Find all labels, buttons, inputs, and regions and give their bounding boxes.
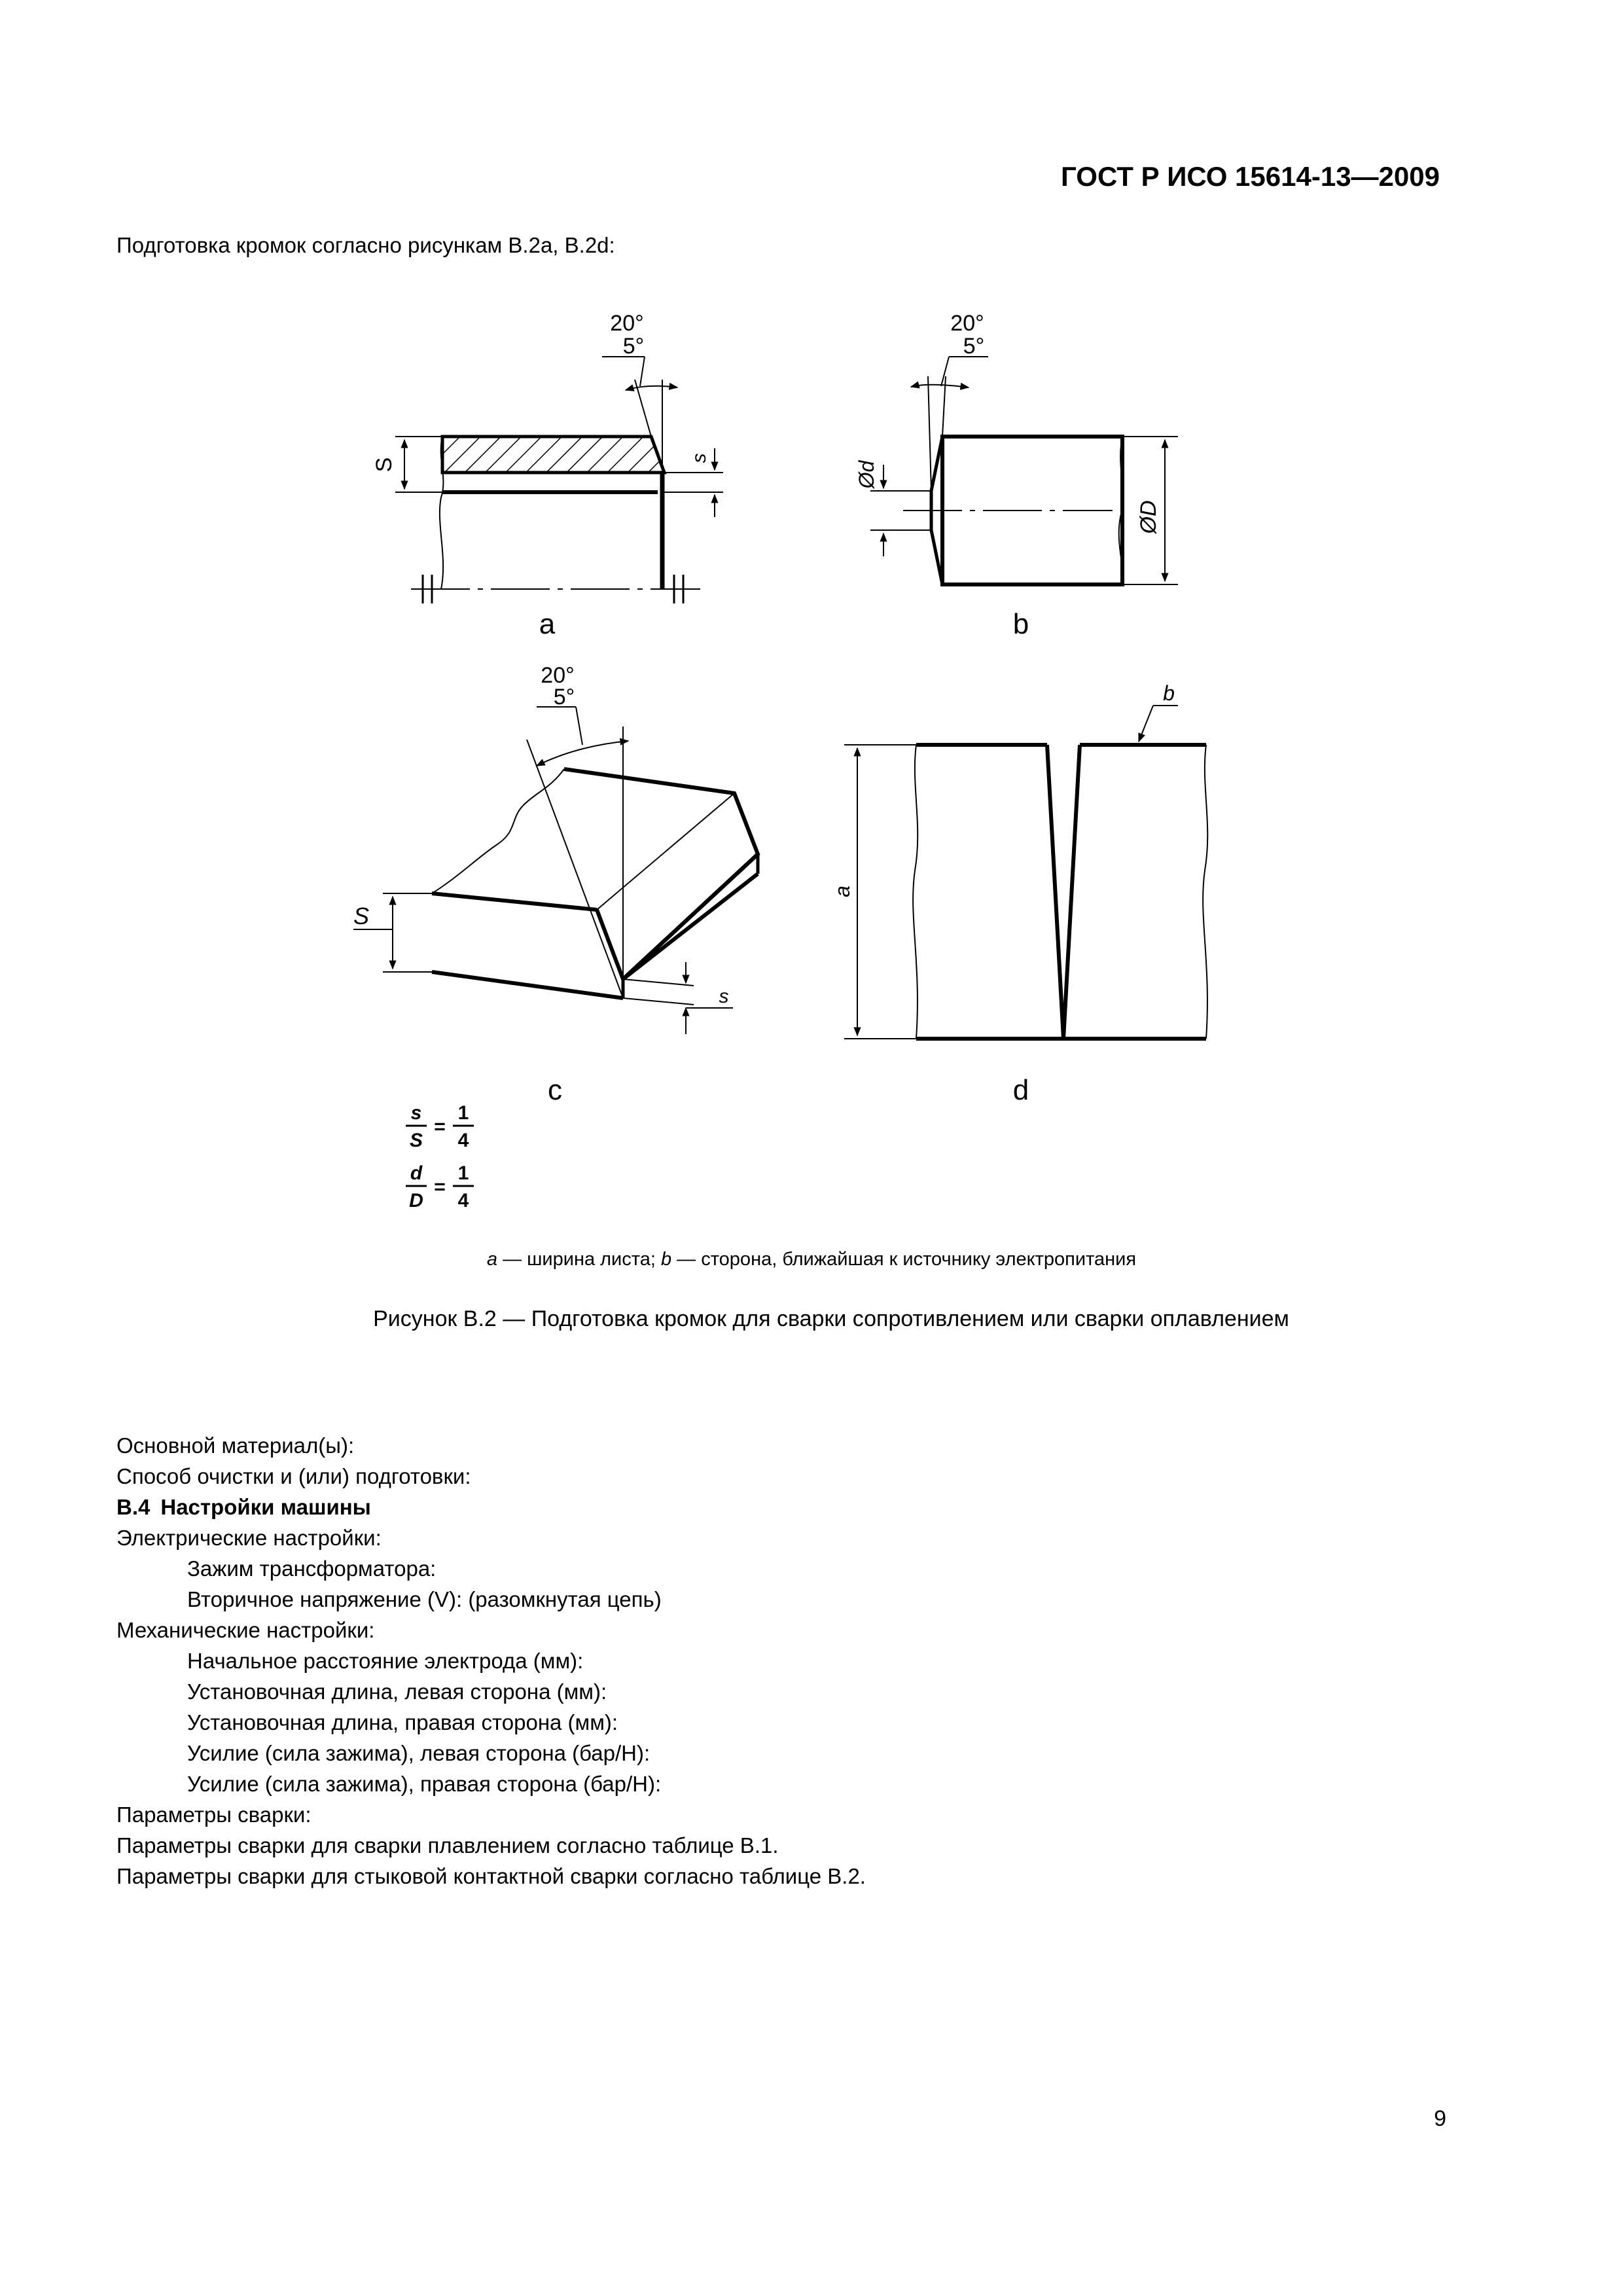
legend-a-text: — ширина листа; <box>497 1249 661 1270</box>
panel-b-dim-D: ØD <box>1136 500 1161 534</box>
figure-caption: Рисунок B.2 — Подготовка кромок для сварки сопротивлением или сварки оплавлением <box>373 1306 1289 1331</box>
body-line-indented: Усилие (сила зажима), правая сторона (бар/Н): <box>187 1772 662 1796</box>
panel-d-label: d <box>1012 1074 1029 1106</box>
document-id: ГОСТ Р ИСО 15614-13—2009 <box>1061 161 1440 192</box>
body-line: Электрические настройки: <box>116 1526 382 1550</box>
formula-s-over-S <box>406 1102 474 1151</box>
panel-b-drawing <box>870 357 1178 584</box>
body-line: Параметры сварки для стыковой контактной сварки согласно таблице B.2. <box>116 1864 866 1888</box>
panel-d-dim-a: a <box>830 886 854 897</box>
formula2-den-left: D <box>409 1190 423 1211</box>
body-line: Основной материал(ы): <box>116 1433 355 1458</box>
panel-d-dim-b: b <box>1163 681 1175 705</box>
body-text <box>116 1430 1491 1892</box>
body-line: Способ очистки и (или) подготовки: <box>116 1464 471 1488</box>
body-line: Параметры сварки для сварки плавлением согласно таблице B.1. <box>116 1833 779 1857</box>
panel-c-angle-inner: 5° <box>553 685 575 709</box>
legend-b-text: — сторона, ближайшая к источнику электропитания <box>671 1249 1137 1270</box>
figure-legend <box>0 1249 1623 1270</box>
formula2-eq: = <box>434 1176 446 1198</box>
body-line-indented: Установочная длина, левая сторона (мм): <box>187 1679 607 1704</box>
formula-d-over-D <box>406 1162 474 1211</box>
intro-text: Подготовка кромок согласно рисункам B.2a, B.2d: <box>116 233 615 257</box>
panel-a-angle-outer: 20° <box>610 311 644 336</box>
formula1-num-right: 1 <box>457 1102 469 1124</box>
section-heading <box>116 1492 1491 1522</box>
body-line-indented: Вторичное напряжение (V): (разомкнутая цепь) <box>187 1587 662 1611</box>
legend-a-key: a <box>486 1249 498 1270</box>
panel-b-angle-inner: 5° <box>963 334 985 359</box>
body-line-indented: Установочная длина, правая сторона (мм): <box>187 1710 618 1734</box>
legend-b-key: b <box>660 1249 672 1270</box>
formula2-num-left: d <box>410 1162 423 1184</box>
panel-a-dim-s: s <box>688 453 710 463</box>
panel-c-drawing <box>353 707 758 1034</box>
page-number: 9 <box>1434 2106 1446 2131</box>
panel-c-dim-S: S <box>353 903 370 929</box>
body-line-indented: Начальное расстояние электрода (мм): <box>187 1649 584 1673</box>
panel-a-dim-S: S <box>372 457 397 473</box>
body-line-indented: Усилие (сила зажима), левая сторона (бар/Н): <box>187 1741 651 1765</box>
panel-c-dim-s: s <box>719 986 729 1007</box>
panel-b-angle-outer: 20° <box>950 311 984 336</box>
panel-b-dim-d: Ød <box>855 460 878 489</box>
formula1-eq: = <box>434 1116 446 1138</box>
body-line: Параметры сварки: <box>116 1803 312 1827</box>
formula2-num-right: 1 <box>457 1162 469 1184</box>
formula1-den-left: S <box>409 1130 423 1151</box>
body-line-indented: Зажим трансформатора: <box>187 1556 437 1581</box>
panel-c-angle-outer: 20° <box>541 663 575 688</box>
body-line: Механические настройки: <box>116 1618 375 1642</box>
panel-a-label: a <box>539 608 556 640</box>
panel-a-drawing <box>395 357 723 603</box>
panel-d-drawing <box>844 706 1207 1039</box>
formula1-den-right: 4 <box>457 1130 469 1151</box>
section-title: Настройки машины <box>160 1495 371 1519</box>
section-number: B.4 <box>116 1495 151 1519</box>
panel-c-label: c <box>548 1074 562 1106</box>
panel-a-angle-inner: 5° <box>622 334 645 359</box>
formula1-num-left: s <box>410 1102 422 1124</box>
formula2-den-right: 4 <box>457 1190 469 1211</box>
panel-b-label: b <box>1012 608 1029 640</box>
